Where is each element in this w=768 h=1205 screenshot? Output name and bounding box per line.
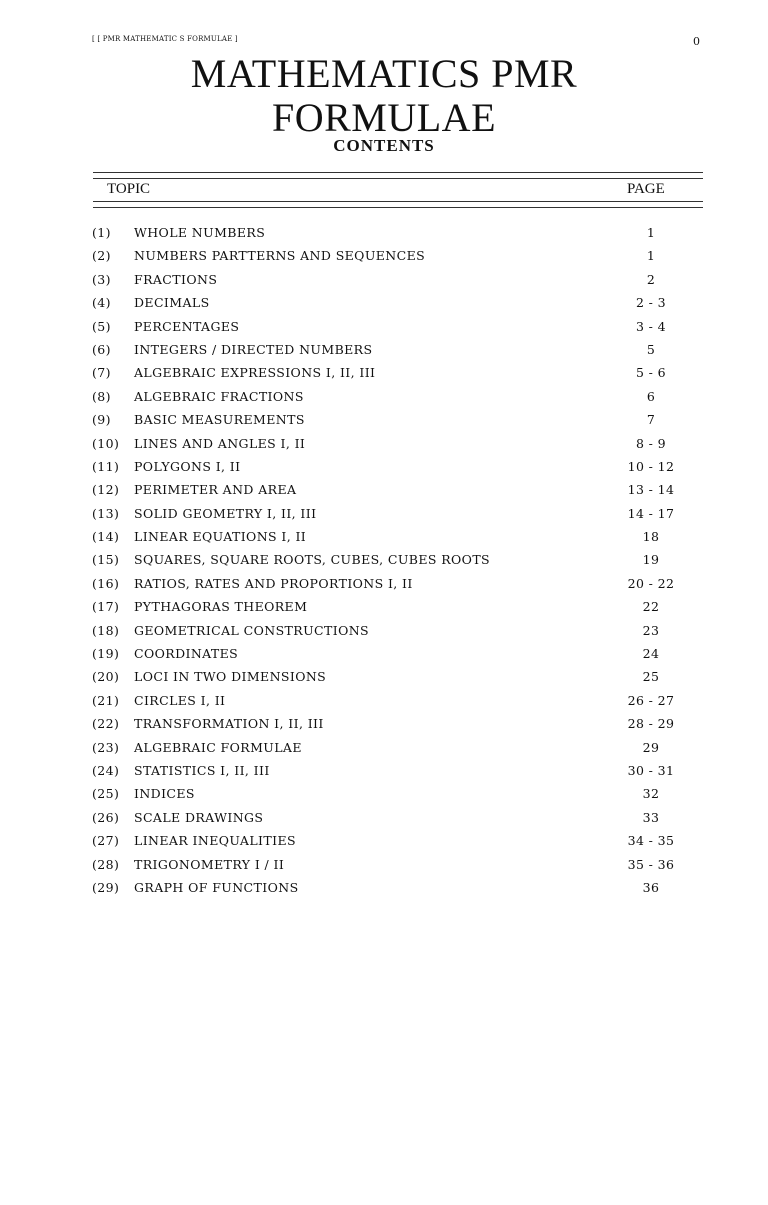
entry-number: (7) bbox=[92, 365, 111, 381]
contents-entry bbox=[0, 643, 768, 666]
contents-entry bbox=[0, 503, 768, 526]
entry-page: 10 - 12 bbox=[627, 458, 675, 474]
entry-page: 26 - 27 bbox=[627, 692, 675, 708]
entry-topic: TRANSFORMATION I, II, III bbox=[134, 716, 324, 732]
entry-page: 18 bbox=[642, 529, 660, 545]
entry-page: 20 - 22 bbox=[627, 575, 675, 591]
entry-topic: COORDINATES bbox=[134, 646, 239, 662]
double-rule-bottom bbox=[93, 201, 703, 208]
entry-page: 1 bbox=[646, 225, 656, 240]
entry-number: (27) bbox=[92, 833, 120, 849]
entry-page: 28 - 29 bbox=[627, 716, 675, 732]
entry-topic: PERIMETER AND AREA bbox=[134, 482, 297, 498]
entry-number: (18) bbox=[92, 622, 120, 638]
entry-number: (16) bbox=[92, 575, 120, 591]
contents-entry bbox=[0, 222, 768, 245]
entry-number: (4) bbox=[92, 295, 111, 311]
entry-topic: PERCENTAGES bbox=[134, 318, 240, 334]
entry-number: (11) bbox=[92, 458, 120, 474]
entry-topic: WHOLE NUMBERS bbox=[134, 225, 266, 240]
entry-page: 25 bbox=[642, 669, 660, 685]
entry-number: (15) bbox=[92, 552, 120, 568]
contents-entry bbox=[0, 573, 768, 596]
entry-number: (17) bbox=[92, 599, 120, 615]
entry-number: (6) bbox=[92, 341, 111, 357]
entry-topic: STATISTICS I, II, III bbox=[134, 762, 270, 778]
entry-topic: ALGEBRAIC FORMULAE bbox=[134, 739, 302, 755]
entry-page: 19 bbox=[642, 552, 660, 568]
contents-entry bbox=[0, 854, 768, 877]
contents-entry bbox=[0, 596, 768, 619]
entry-page: 36 bbox=[642, 879, 660, 895]
page-number: 0 bbox=[693, 35, 700, 48]
contents-entry bbox=[0, 339, 768, 362]
entry-number: (10) bbox=[92, 435, 120, 451]
title-line-2: FORMULAE bbox=[271, 95, 497, 140]
entry-page: 35 - 36 bbox=[627, 856, 675, 872]
entry-topic: ALGEBRAIC FRACTIONS bbox=[134, 388, 304, 404]
title-line-1: MATHEMATICS PMR bbox=[190, 51, 578, 96]
entry-topic: BASIC MEASUREMENTS bbox=[134, 412, 305, 428]
contents-entry bbox=[0, 690, 768, 713]
entry-topic: DECIMALS bbox=[134, 295, 210, 311]
contents-entry bbox=[0, 713, 768, 736]
contents-heading: CONTENTS bbox=[333, 136, 435, 155]
contents-entry bbox=[0, 620, 768, 643]
contents-entry bbox=[0, 760, 768, 783]
double-rule-top bbox=[93, 172, 703, 179]
contents-entry bbox=[0, 409, 768, 432]
entry-page: 6 bbox=[646, 388, 656, 404]
entry-number: (14) bbox=[92, 529, 120, 545]
contents-entry bbox=[0, 666, 768, 689]
contents-entry bbox=[0, 526, 768, 549]
entry-page: 5 bbox=[646, 341, 656, 357]
entry-number: (24) bbox=[92, 762, 120, 778]
entry-number: (25) bbox=[92, 786, 120, 802]
contents-entry bbox=[0, 362, 768, 385]
entry-topic: CIRCLES I, II bbox=[134, 692, 226, 708]
entry-topic: NUMBERS PARTTERNS AND SEQUENCES bbox=[134, 248, 426, 264]
entry-topic: LINEAR INEQUALITIES bbox=[134, 833, 296, 849]
entry-topic: INDICES bbox=[134, 786, 195, 802]
entry-topic: GRAPH OF FUNCTIONS bbox=[134, 879, 299, 895]
entry-page: 14 - 17 bbox=[627, 505, 675, 521]
entry-topic: POLYGONS I, II bbox=[134, 458, 241, 474]
entry-number: (8) bbox=[92, 388, 111, 404]
entry-number: (13) bbox=[92, 505, 120, 521]
entry-number: (19) bbox=[92, 646, 120, 662]
contents-entry bbox=[0, 245, 768, 268]
page-column-header: PAGE bbox=[627, 181, 665, 197]
entry-number: (9) bbox=[92, 412, 111, 428]
entry-number: (28) bbox=[92, 856, 120, 872]
entry-topic: PYTHAGORAS THEOREM bbox=[134, 599, 308, 615]
contents-list bbox=[0, 222, 768, 900]
entry-page: 2 bbox=[646, 271, 656, 287]
contents-entry bbox=[0, 830, 768, 853]
entry-number: (21) bbox=[92, 692, 120, 708]
entry-number: (22) bbox=[92, 716, 120, 732]
entry-topic: LINEAR EQUATIONS I, II bbox=[134, 529, 307, 545]
entry-number: (2) bbox=[92, 248, 111, 264]
entry-number: (23) bbox=[92, 739, 120, 755]
entry-page: 23 bbox=[642, 622, 660, 638]
entry-topic: SOLID GEOMETRY I, II, III bbox=[134, 505, 317, 521]
contents-entry bbox=[0, 877, 768, 900]
entry-page: 8 - 9 bbox=[635, 435, 667, 451]
entry-page: 2 - 3 bbox=[635, 295, 667, 311]
entry-page: 22 bbox=[642, 599, 660, 615]
entry-number: (26) bbox=[92, 809, 120, 825]
entry-number: (12) bbox=[92, 482, 120, 498]
contents-entry bbox=[0, 549, 768, 572]
entry-page: 33 bbox=[642, 809, 660, 825]
entry-number: (1) bbox=[92, 225, 111, 240]
entry-page: 7 bbox=[646, 412, 656, 428]
contents-entry bbox=[0, 456, 768, 479]
entry-topic: TRIGONOMETRY I / II bbox=[134, 856, 285, 872]
contents-entry bbox=[0, 479, 768, 502]
contents-entry bbox=[0, 737, 768, 760]
entry-topic: RATIOS, RATES AND PROPORTIONS I, II bbox=[134, 575, 413, 591]
entry-topic: LINES AND ANGLES I, II bbox=[134, 435, 306, 451]
contents-entry bbox=[0, 269, 768, 292]
entry-topic: SQUARES, SQUARE ROOTS, CUBES, CUBES ROOTS bbox=[134, 552, 491, 568]
entry-number: (20) bbox=[92, 669, 120, 685]
entry-page: 32 bbox=[642, 786, 660, 802]
entry-page: 34 - 35 bbox=[627, 833, 675, 849]
topic-column-header: TOPIC bbox=[107, 181, 151, 197]
entry-page: 30 - 31 bbox=[627, 762, 675, 778]
entry-number: (29) bbox=[92, 879, 120, 895]
entry-topic: INTEGERS / DIRECTED NUMBERS bbox=[134, 341, 373, 357]
contents-entry bbox=[0, 783, 768, 806]
entry-topic: ALGEBRAIC EXPRESSIONS I, II, III bbox=[134, 365, 376, 381]
contents-entry bbox=[0, 292, 768, 315]
contents-entry bbox=[0, 316, 768, 339]
entry-topic: LOCI IN TWO DIMENSIONS bbox=[134, 669, 327, 685]
entry-number: (5) bbox=[92, 318, 111, 334]
running-header: [ [ PMR MATHEMATIC S FORMULAE ] bbox=[92, 35, 238, 43]
contents-entry bbox=[0, 807, 768, 830]
entry-page: 3 - 4 bbox=[635, 318, 667, 334]
entry-page: 5 - 6 bbox=[635, 365, 667, 381]
contents-entry bbox=[0, 433, 768, 456]
document-title bbox=[0, 52, 768, 140]
contents-entry bbox=[0, 386, 768, 409]
entry-topic: GEOMETRICAL CONSTRUCTIONS bbox=[134, 622, 370, 638]
entry-topic: FRACTIONS bbox=[134, 271, 218, 287]
entry-page: 1 bbox=[646, 248, 656, 264]
entry-page: 29 bbox=[642, 739, 660, 755]
entry-page: 24 bbox=[642, 646, 660, 662]
entry-page: 13 - 14 bbox=[627, 482, 675, 498]
entry-number: (3) bbox=[92, 271, 111, 287]
entry-topic: SCALE DRAWINGS bbox=[134, 809, 264, 825]
